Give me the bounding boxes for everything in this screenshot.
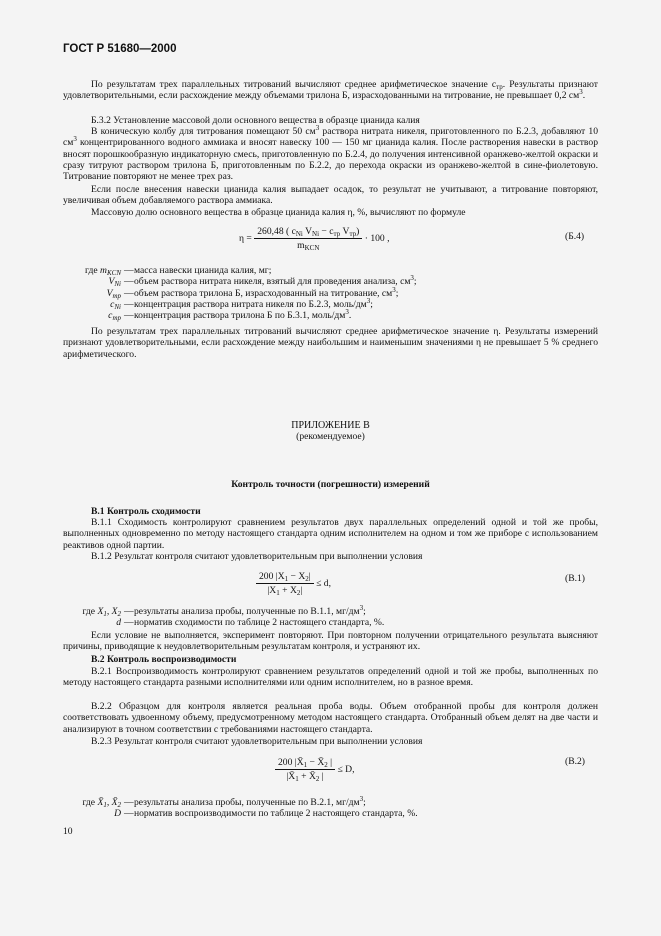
definitions-b4: [63, 265, 603, 321]
definition-dash: —: [124, 808, 134, 820]
paragraph: В.2.3 Результат контроля считают удовлетворительным при выполнении условия: [91, 736, 423, 747]
formula-denominator: $|X̄_1$ + $X̄_2$ |: [286, 771, 324, 784]
paragraph: В.1.2 Результат контроля считают удовлетворительным при выполнении условия: [91, 551, 423, 562]
definition-symbol: где $X̄_1$, $X̄_2$: [82, 797, 121, 809]
definition-symbol: где $X_1$, $X_2$: [82, 606, 121, 618]
subsection-heading: В.1 Контроль сходимости: [91, 506, 201, 517]
paragraph: В.2.1 Воспроизводимость контролируют сравнением результатов определений одной и той же пробы, выполненных по методу настоящего стандарта разными исполнителями или одним исполнителем, но в разное время.: [63, 666, 598, 689]
definition-text: объем раствора трилона Б, израсходованный на титрование, $см^3$;: [134, 285, 399, 299]
definition-row: [63, 265, 603, 276]
appendix-title: ПРИЛОЖЕНИЕ В: [291, 420, 370, 431]
definition-dash: —: [124, 265, 134, 276]
formula-numerator: 200 $|X_1 - X_2|$: [256, 571, 314, 584]
definition-row: [63, 276, 603, 287]
equation-number: (Б.4): [565, 231, 585, 242]
definition-row: [63, 617, 603, 628]
definition-row: [63, 797, 603, 808]
definition-symbol: D: [114, 808, 121, 820]
definition-text: результаты анализа пробы, полученные по В.2.1, $мг/дм^3$;: [134, 795, 366, 808]
definitions-v2: [63, 797, 603, 820]
paragraph: Если условие не выполняется, эксперимент повторяют. При повторном получении отрицательного результата выясняют причины, приводящие к неудовлетворительным результатам контроля, и устраняют их.: [63, 630, 598, 653]
equation-number: (В.2): [565, 756, 585, 767]
definition-dash: —: [124, 298, 134, 310]
definition-symbol: d: [116, 617, 121, 629]
definition-text: масса навески цианида калия, мг;: [134, 265, 272, 276]
paragraph: По результатам трех параллельных титрований вычисляют среднее арифметическое значение η. Результаты измерений признают удовлетворительными, если расхождение между наибольшим и наименьшим значениями η не превышает 5 % среднего арифметического.: [63, 326, 598, 360]
definition-symbol: $V_{Ni}$: [108, 276, 121, 289]
paragraph: Если после внесения навески цианида калия выпадает осадок, то результат не учитывают, а титрование повторяют, увеличивая объем добавляемого раствора аммиака.: [63, 184, 598, 207]
definition-dash: —: [124, 617, 134, 629]
definition-row: [63, 285, 603, 300]
definition-symbol: $c_{Ni}$: [110, 298, 121, 311]
definition-symbol: $c_{тр}$: [108, 310, 121, 323]
definition-dash: —: [124, 797, 134, 808]
definition-row: [63, 606, 603, 617]
definition-row: [63, 310, 603, 321]
paragraph: В.1.1 Сходимость контролируют сравнением результатов двух параллельных определений одной и той же пробы, выполненных одновременно по методу настоящего стандарта одним исполнителем на одном и том же приборе с использованием реактивов одной партии.: [63, 517, 598, 551]
document-header: ГОСТ Р 51680—2000: [63, 43, 177, 55]
formula-v1: $\frac{200 |X_1 - X_2|}{|X_1 + X_2|}$ ≤ d,: [256, 571, 331, 597]
subsection-heading: В.2 Контроль воспроизводимости: [91, 654, 237, 665]
definitions-v1: [63, 606, 603, 629]
section-title: Контроль точности (погрешности) измерений: [231, 479, 430, 490]
paragraph: По результатам трех параллельных титрований вычисляют среднее арифметическое значение $c_{тр}$. Результаты признают удовлетворительными, если расхождение между объемами трилона Б, израсходованными на титрование, не превышает 0,2 $см^3$.: [63, 79, 599, 102]
definition-symbol: где $m_{KCN}$: [85, 265, 121, 277]
definition-symbol: $V_{тр}$: [106, 287, 121, 300]
formula-denominator: $m_{KCN}$: [297, 240, 320, 253]
definition-row: [63, 296, 603, 311]
paragraph: В коническую колбу для титрования помещают 50 $см^3$ раствора нитрата никеля, приготовленного по Б.2.3, добавляют 10 $см^3$ концентрированного водного аммиака и вносят навеску 100 — 150 мг цианида калия. После растворения навески в раствор вносят порошкообразную индикаторную смесь, приготовленную по Б.2.4, до получения интенсивной оранжево-желтой окраски и сразу титруют раствором трилона Б, приготовленным по Б.2.2, до перехода окраски из оранжево-желтой в сине-фиолетовую. Титрование повторяют не менее трех раз.: [63, 124, 598, 183]
definition-text: объем раствора нитрата никеля, взятый для проведения анализа, $см^3$;: [134, 274, 417, 288]
definition-dash: —: [124, 310, 134, 322]
formula-numerator: 200 $|X̄_1$ − $X̄_2$ |: [275, 757, 335, 770]
appendix-subtitle: (рекомендуемое): [296, 431, 365, 442]
formula-b4: η = $\frac{260,48 ( c_{Ni} V_{Ni} - c_{тр} V_{тр})}{m_{KCN}}$ · 100 ,: [239, 226, 390, 253]
formula-v2: $\frac{200 |X̄_1 - X̄_2 |}{|X̄_1 + X̄_2 |}$ ≤ D,: [275, 757, 355, 783]
definition-text: концентрация раствора нитрата никеля по Б.2.3, моль/$дм^3$;: [134, 296, 373, 310]
definition-text: результаты анализа пробы, полученные по В.1.1, $мг/дм^3$;: [134, 604, 366, 617]
definition-dash: —: [124, 276, 134, 288]
paragraph: Б.3.2 Установление массовой доли основного вещества в образце цианида калия: [91, 115, 420, 126]
definition-text: норматив сходимости по таблице 2 настоящего стандарта, %.: [134, 617, 385, 629]
paragraph: В.2.2 Образцом для контроля является реальная проба воды. Объем отобранной пробы для контроля должен соответствовать удвоенному объему, предусмотренному методом настоящего стандарта. Отобранный объем делят на две части и анализируют в точном соответствии с требованиями настоящего стандарта.: [63, 701, 598, 735]
paragraph: Массовую долю основного вещества в образце цианида калия η, %, вычисляют по формуле: [91, 207, 466, 218]
definition-dash: —: [124, 606, 134, 617]
definition-text: норматив воспроизводимости по таблице 2 настоящего стандарта, %.: [134, 808, 418, 820]
equation-number: (В.1): [565, 573, 585, 584]
definition-row: [63, 808, 603, 819]
formula-denominator: $|X_1 + X_2|$: [267, 585, 303, 598]
page-number: 10: [63, 826, 73, 837]
definition-dash: —: [124, 287, 134, 299]
formula-numerator: 260,48 ( $c_{Ni}$ $V_{Ni} - c_{тр}$ $V_{тр}$): [254, 226, 362, 239]
definition-text: концентрация раствора трилона Б по Б.3.1, моль/$дм^3$.: [134, 308, 352, 322]
